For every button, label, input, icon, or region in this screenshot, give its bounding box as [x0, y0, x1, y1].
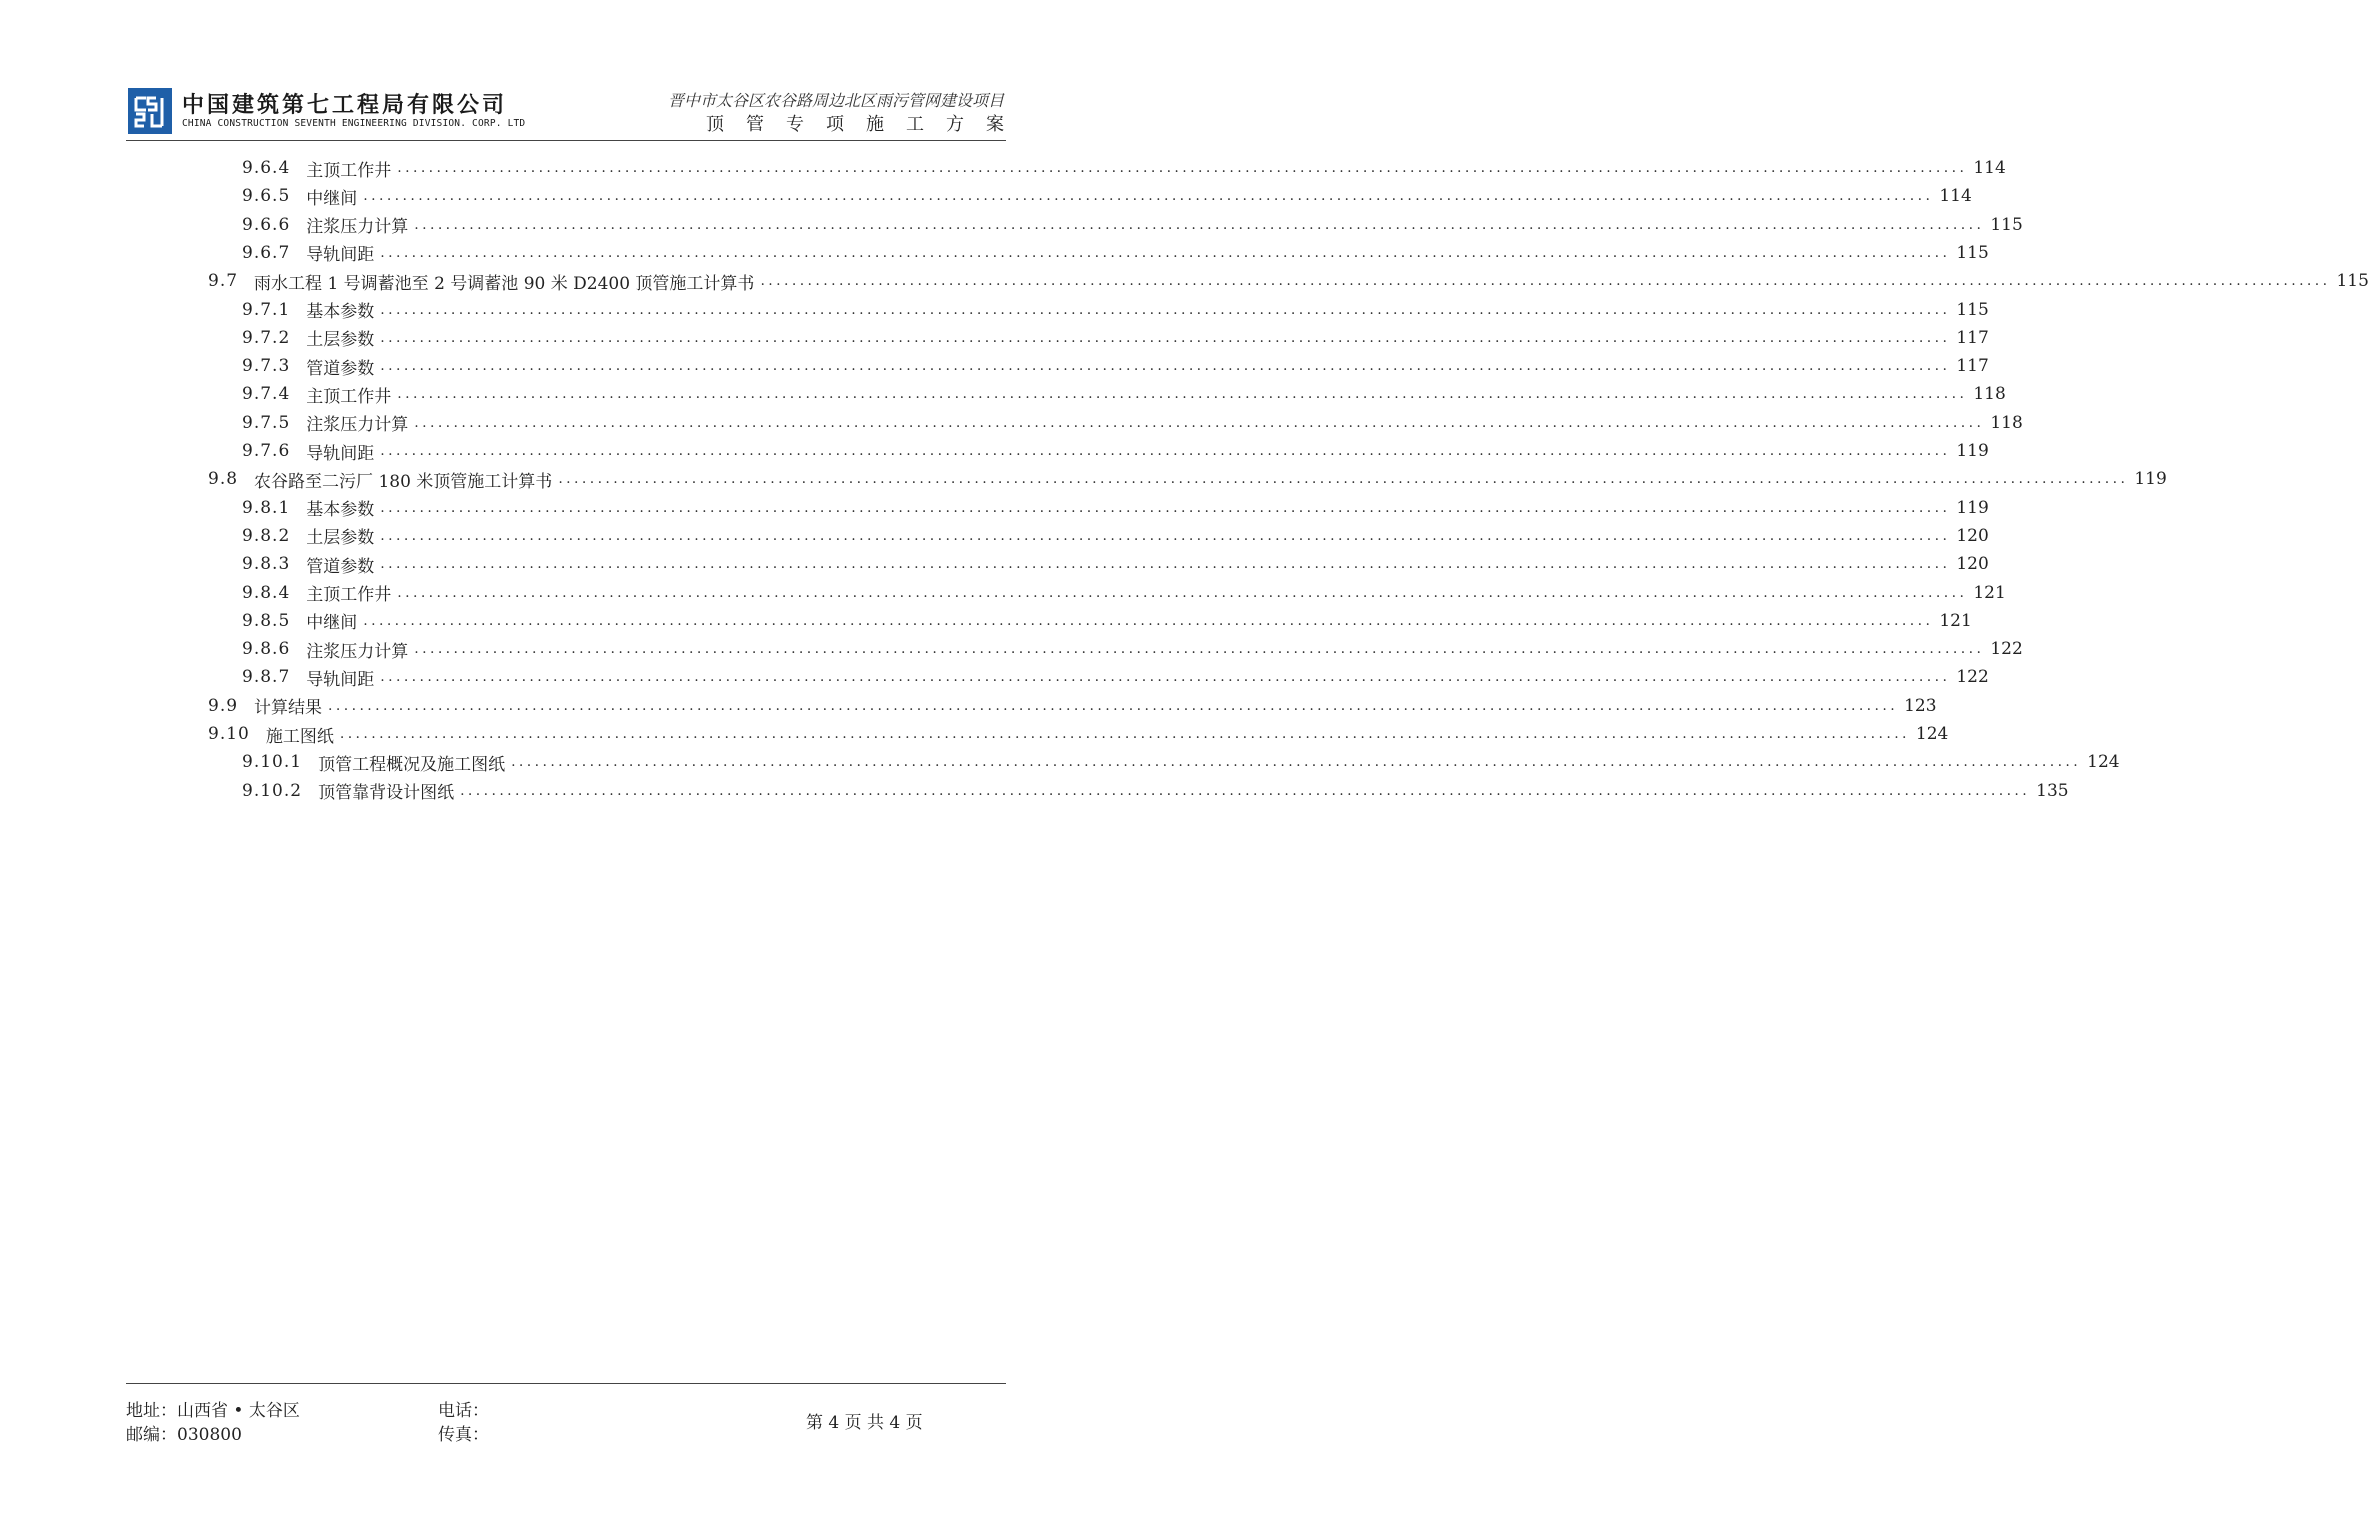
toc-entry-page: 122 [1956, 667, 1989, 688]
toc-entry-page: 115 [2336, 271, 2369, 292]
toc-entry[interactable] [242, 748, 2120, 776]
toc-entry-number: 9.7.1 [242, 299, 291, 320]
toc-entry[interactable] [242, 522, 1989, 550]
toc-entry[interactable] [208, 692, 1937, 720]
toc-entry[interactable] [242, 239, 1989, 267]
toc-entry-number: 9.6.5 [242, 186, 291, 207]
header-divider [126, 140, 1006, 141]
toc-entry-number: 9.7.4 [242, 384, 291, 405]
toc-entry-page: 115 [1956, 242, 1989, 263]
toc-entry-page: 114 [1939, 186, 1972, 207]
toc-entry-number: 9.8.4 [242, 582, 291, 603]
toc-entry[interactable] [242, 352, 1989, 380]
toc-leader-dots: ........................................................................................................................................................................................................ [414, 641, 1985, 658]
toc-entry-page: 135 [2036, 780, 2069, 801]
toc-entry-number: 9.8.2 [242, 525, 291, 546]
toc-entry[interactable] [242, 777, 2069, 805]
footer-address: 地址：山西省 • 太谷区 [126, 1401, 300, 1421]
toc-leader-dots: ........................................................................................................................................................................................................ [397, 584, 1968, 601]
toc-entry-title: 导轨间距 [306, 245, 375, 266]
toc-entry-number: 9.7.3 [242, 356, 291, 377]
toc-leader-dots: ........................................................................................................................................................................................................ [380, 244, 1951, 261]
toc-entry[interactable] [242, 437, 1989, 465]
footer-postcode: 邮编：030800 [126, 1425, 242, 1445]
toc-leader-dots: ........................................................................................................................................................................................................ [380, 329, 1951, 346]
toc-leader-dots: ........................................................................................................................................................................................................ [339, 726, 1910, 742]
toc-entry[interactable] [242, 494, 1989, 522]
toc-entry[interactable] [242, 296, 1989, 324]
toc-entry-number: 9.8.6 [242, 639, 291, 660]
project-name: 晋中市太谷区农谷路周边北区雨污管网建设项目 [667, 91, 1004, 110]
toc-entry-title: 中继间 [306, 613, 358, 634]
footer-page-info: 第 4 页 共 4 页 [806, 1413, 923, 1433]
toc-entry[interactable] [242, 380, 2006, 408]
toc-entry-title: 导轨间距 [306, 669, 375, 690]
toc-entry[interactable] [242, 635, 2023, 663]
toc-entry-title: 计算结果 [254, 698, 323, 719]
toc-entry-page: 120 [1956, 554, 1989, 575]
toc-entry-number: 9.10.2 [242, 780, 303, 801]
toc-entry-page: 119 [1956, 441, 1989, 461]
toc-entry-number: 9.10 [208, 724, 250, 744]
toc-entry-number: 9.6.7 [242, 242, 291, 263]
toc-entry-number: 9.8.3 [242, 554, 291, 575]
toc-entry[interactable] [242, 663, 1989, 691]
toc-entry-page: 117 [1956, 327, 1989, 348]
company-name-cn: 中国建筑第七工程局有限公司 [182, 93, 508, 118]
toc-entry-page: 115 [1956, 299, 1989, 320]
toc-leader-dots: ........................................................................................................................................................................................................ [760, 273, 2331, 290]
toc-entry-title: 顶管工程概况及施工图纸 [318, 754, 506, 775]
toc-leader-dots: ........................................................................................................................................................................................................ [397, 160, 1968, 176]
toc-leader-dots: ........................................................................................................................................................................................................ [380, 301, 1951, 318]
toc-leader-dots: ........................................................................................................................................................................................................ [414, 414, 1985, 431]
toc-entry-title: 注浆压力计算 [306, 217, 409, 238]
toc-entry-page: 118 [1973, 384, 2006, 405]
plan-title: 顶管专项施工方案 [706, 114, 1026, 135]
toc-leader-dots: ........................................................................................................................................................................................................ [380, 527, 1951, 544]
toc-entry-title: 导轨间距 [306, 443, 375, 464]
toc-entry-title: 主顶工作井 [306, 386, 392, 407]
toc-entry-page: 120 [1956, 525, 1989, 546]
toc-entry-page: 119 [2134, 469, 2167, 490]
toc-entry-title: 基本参数 [306, 302, 375, 322]
toc-entry-number: 9.6.4 [242, 158, 291, 178]
toc-entry-title: 农谷路至二污厂 180 米顶管施工计算书 [254, 471, 553, 492]
toc-entry-page: 121 [1973, 582, 2006, 603]
toc-entry-title: 管道参数 [306, 358, 375, 379]
toc-entry[interactable] [208, 720, 1949, 748]
toc-entry-page: 124 [1915, 724, 1949, 744]
toc-leader-dots: ........................................................................................................................................................................................................ [460, 782, 2031, 799]
page-header [126, 84, 1026, 140]
toc-leader-dots: ........................................................................................................................................................................................................ [380, 499, 1951, 516]
toc-entry[interactable] [208, 465, 2167, 493]
toc-entry-title: 施工图纸 [265, 726, 334, 747]
toc-entry-title: 土层参数 [306, 528, 375, 549]
toc-entry-number: 9.8 [208, 469, 239, 490]
toc-entry-title: 管道参数 [306, 556, 375, 577]
toc-entry-number: 9.7 [208, 271, 239, 292]
toc-entry-title: 主顶工作井 [306, 160, 392, 181]
toc-entry-page: 122 [1990, 639, 2023, 660]
toc-entry-page: 115 [1990, 214, 2023, 235]
toc-entry-title: 土层参数 [306, 330, 375, 351]
toc-entry-number: 9.8.7 [242, 667, 291, 688]
toc-leader-dots: ........................................................................................................................................................................................................ [380, 556, 1951, 573]
toc-entry-title: 雨水工程 1 号调蓄池至 2 号调蓄池 90 米 D2400 顶管施工计算书 [254, 273, 755, 294]
toc-entry-page: 123 [1904, 695, 1937, 716]
toc-entry-number: 9.9 [208, 695, 239, 716]
toc-entry-number: 9.6.6 [242, 214, 291, 235]
toc-entry-title: 主顶工作井 [306, 585, 392, 605]
toc-leader-dots: ........................................................................................................................................................................................................ [414, 216, 1985, 233]
footer-divider [126, 1383, 1006, 1384]
toc-entry[interactable] [242, 182, 1972, 210]
toc-entry-title: 中继间 [306, 188, 358, 209]
toc-leader-dots: ........................................................................................................................................................................................................ [558, 471, 2129, 488]
toc-entry[interactable] [242, 607, 1972, 635]
toc-entry[interactable] [242, 211, 2023, 239]
toc-leader-dots: ........................................................................................................................................................................................................ [511, 754, 2082, 771]
footer-phone: 电话： [438, 1401, 489, 1421]
toc-entry[interactable] [208, 267, 2369, 295]
toc-leader-dots: ........................................................................................................................................................................................................ [380, 669, 1951, 686]
toc-entry[interactable] [242, 579, 2006, 607]
toc-entry-number: 9.10.1 [242, 752, 303, 773]
toc-entry-title: 注浆压力计算 [306, 415, 409, 436]
toc-entry-page: 117 [1956, 356, 1989, 377]
toc-entry-number: 9.7.2 [242, 327, 291, 348]
toc-entry-page: 118 [1990, 412, 2023, 433]
cscec-logo-icon [128, 88, 172, 134]
toc-entry-number: 9.8.1 [242, 497, 291, 518]
toc-leader-dots: ........................................................................................................................................................................................................ [380, 443, 1951, 459]
toc-entry-number: 9.7.5 [242, 412, 291, 433]
toc-entry[interactable] [242, 154, 2006, 182]
toc-entry-page: 114 [1973, 158, 2006, 178]
toc-entry[interactable] [242, 324, 1989, 352]
toc-entry-page: 121 [1939, 610, 1972, 631]
toc-entry-number: 9.8.5 [242, 610, 291, 631]
toc-leader-dots: ........................................................................................................................................................................................................ [380, 358, 1951, 375]
toc-entry-page: 119 [1956, 497, 1989, 518]
company-name-en: CHINA CONSTRUCTION SEVENTH ENGINEERING DIVISION. CORP. LTD [182, 118, 526, 129]
page-footer [126, 1390, 1006, 1450]
toc-leader-dots: ........................................................................................................................................................................................................ [397, 386, 1968, 403]
toc-entry-title: 注浆压力计算 [306, 641, 409, 662]
toc-entry-title: 基本参数 [306, 500, 375, 521]
toc-entry-page: 124 [2087, 752, 2120, 773]
footer-fax: 传真： [438, 1425, 489, 1445]
toc-entry-number: 9.7.6 [242, 441, 291, 461]
toc-leader-dots: ........................................................................................................................................................................................................ [328, 697, 1899, 714]
toc-entry[interactable] [242, 409, 2023, 437]
toc-leader-dots: ........................................................................................................................................................................................................ [363, 188, 1934, 205]
toc-entry[interactable] [242, 550, 1989, 578]
toc-leader-dots: ........................................................................................................................................................................................................ [363, 612, 1934, 629]
toc-entry-title: 顶管靠背设计图纸 [318, 783, 455, 804]
